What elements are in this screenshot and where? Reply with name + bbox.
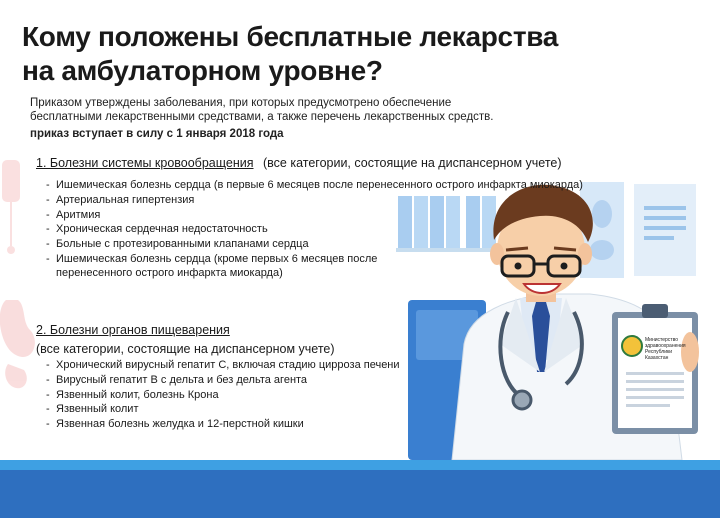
section-1-heading	[36, 156, 562, 170]
list-item: - Вирусный гепатит В с дельта и без дельта агента	[44, 373, 444, 388]
clipboard-line-2: здравоохранения	[645, 343, 686, 349]
list-item: - Язвенный колит, болезнь Крона	[44, 388, 444, 403]
list-item: - Хроническая сердечная недостаточность	[44, 222, 644, 237]
clipboard-ministry-label	[645, 337, 693, 361]
iv-bag-icon	[2, 160, 20, 254]
list-item: - Артериальная гипертензия	[44, 193, 644, 208]
list-item: - Хронический вирусный гепатит С, включая стадию цирроза печени	[44, 358, 444, 373]
section-2-note: (все категории, состоящие на диспансерном учете)	[36, 342, 335, 356]
clipboard-line-1: Министерство	[645, 337, 678, 343]
section-2-list	[44, 358, 444, 432]
floor-band	[0, 470, 720, 518]
section-2-title: 2. Болезни органов пищеварения	[36, 323, 230, 337]
list-item: - Больные с протезированными клапанами сердца	[44, 237, 644, 252]
section-2-heading	[36, 323, 230, 337]
section-1-title: 1. Болезни системы кровообращения	[36, 156, 254, 170]
clipboard-line-4: Казахстан	[645, 355, 669, 361]
clipboard-illustration	[612, 304, 699, 434]
section-1-list-continuation: перенесенного острого инфаркта миокарда)	[56, 267, 283, 279]
list-item: - Аритмия	[44, 208, 644, 223]
list-item: - Язвенная болезнь желудка и 12-перстной кишки	[44, 417, 444, 432]
floor-stripe	[0, 460, 720, 470]
stomach-icon	[0, 300, 35, 388]
list-item: - Язвенный колит	[44, 402, 444, 417]
list-item: - Ишемическая болезнь сердца (в первые 6 месяцев после перенесенного острого инфаркта миокарда)	[44, 178, 644, 193]
title-line-2: на амбулаторном уровне?	[22, 55, 383, 86]
list-item: - Ишемическая болезнь сердца (кроме первых 6 месяцев после	[44, 252, 644, 267]
section-1-note: (все категории, состоящие на диспансерном учете)	[262, 156, 562, 170]
effective-date-note: приказ вступает в силу с 1 января 2018 года	[30, 128, 284, 140]
section-1-list	[44, 178, 644, 267]
title-line-1: Кому положены бесплатные лекарства	[22, 21, 559, 52]
clipboard-line-3: Республики	[645, 349, 672, 355]
intro-line-1: Приказом утверждены заболевания, при которых предусмотрено обеспечение	[30, 97, 452, 109]
intro-line-2: бесплатными лекарственными средствами, а также перечень лекарственных средств.	[30, 111, 494, 123]
